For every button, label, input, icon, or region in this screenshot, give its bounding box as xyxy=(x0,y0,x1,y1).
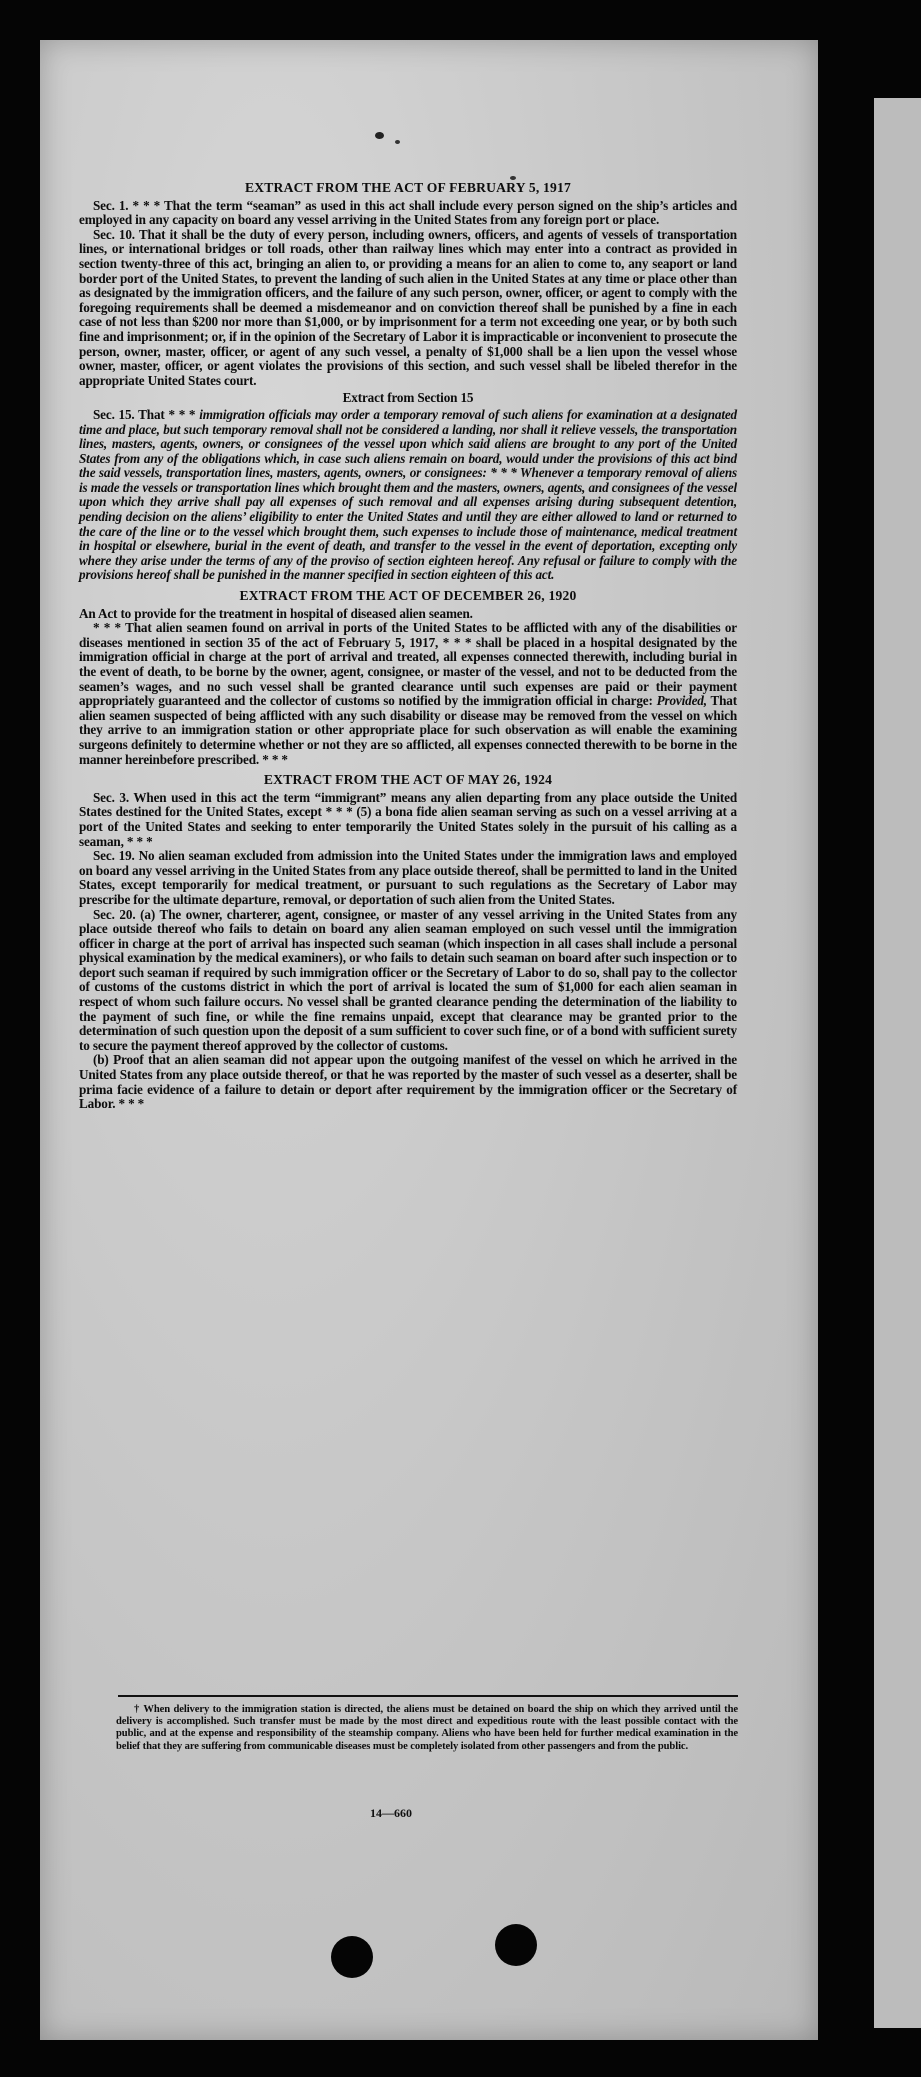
form-number: 14—660 xyxy=(370,1806,412,1820)
section-subheading: Extract from Section 15 xyxy=(342,390,474,406)
paragraph xyxy=(79,408,737,583)
paragraph: Sec. 19. No alien seaman excluded from admission into the United States under the immigration laws and employed on board any vessel arriving in the United States from any place outside thereof, shall be permitted to land in the United States, except temporarily for medical treatment, or pursuant to such regulations as the Secretary of Labor may prescribe for the ultimate departure, removal, or deportation of such alien from the United States. xyxy=(79,848,737,907)
paragraph-text: That alien seamen suspected of being afflicted with any such disability or disease may be removed from the vessel on which they arrive to an immigration station or other appropriate place for such observation as will enable the examining surgeons definitely to determine whether or not they are so afflicted, all expenses connected therewith to be borne in the manner hereinbefore prescribed. * * * xyxy=(79,693,737,767)
paragraph-lead: Sec. 15. That * * * xyxy=(93,406,200,422)
adjacent-page-edge xyxy=(874,98,921,2028)
paragraph xyxy=(79,621,737,767)
paragraph: Sec. 10. That it shall be the duty of every person, including owners, officers, and agents of vessels of transportation lines, or international bridges or toll roads, other than railway lines which may enter into a contract as provided in section twenty-three of this act, bringing an alien to, or providing a means for an alien to come to, any seaport or land border port of the United States, to prevent the landing of such alien in the United States at any time or place other than as designated by the immigration officers, and the failure of any such person, owner, officer, or agent to comply with the foregoing requirements shall be deemed a misdemeanor and on conviction thereof shall be punished by a fine in each case of not less than $200 nor more than $1,000, or by imprisonment for a term not exceeding one year, or by both such fine and imprisonment; or, if in the opinion of the Secretary of Labor it is impracticable or inconvenient to prosecute the person, owner, master, officer, or agent of any such vessel, a penalty of $1,000 shall be a lien upon the vessel whose owner, master, officer, or agent violates the provisions of this section, and such vessel shall be libeled therefor in the appropriate United States court. xyxy=(79,226,737,388)
paragraph: (b) Proof that an alien seaman did not appear upon the outgoing manifest of the vessel on which he arrived in the United States from any place outside thereof, or that he was reported by the master of such vessel as a deserter, shall be prima facie evidence of a failure to detain or deport after requirement by the immigration officer or the Secretary of Labor. * * * xyxy=(79,1052,737,1112)
paragraph: Sec. 3. When used in this act the term “immigrant” means any alien departing from any place outside the United States destined for the United States, except * * * (5) a bona fide alien seaman serving as such on a vessel arriving at a port of the United States and seeking to enter temporarily the United States solely in the pursuit of his calling as a seaman, * * * xyxy=(79,789,737,849)
paragraph: Sec. 20. (a) The owner, charterer, agent, consignee, or master of any vessel arriving in the United States from any place outside thereof who fails to detain on board any alien seaman employed on such vessel until the immigration officer in charge at the port of arrival has inspected such seaman (which inspection in all cases shall include a personal physical examination by the medical examiners), or who fails to detain such seaman on board after such inspection or to deport such seaman if required by such immigration officer or the Secretary of Labor to do so, shall pay to the collector of customs of the customs district in which the port of arrival is located the sum of $1,000 for each alien seaman in respect of whom such failure occurs. No vessel shall be granted clearance pending the determination of the liability to the payment of such fine, or while the fine remains unpaid, except that clearance may be granted prior to the determination of such question upon the deposit of a sum sufficient to cover such fine, or of a bond with sufficient surety to secure the payment thereof approved by the collector of customs. xyxy=(79,906,737,1053)
paragraph-italic: immigration officials may order a temporary removal of such aliens for examination at a designated time and place, but such temporary removal shall not be considered a landing, nor shall it relieve vessels, the transportation lines, masters, agents, owners, or consignees of the vessel upon which said aliens are brought to any port of the United States from any of the obligations which, in case such aliens remain on board, would under the provisions of this act bind the said vessels, transportation lines, masters, agents, owners, or consignees: * * * Whenever a temporary removal of aliens is made the vessels or transportation lines which brought them and the masters, owners, agents, and consignees of the vessel upon which they arrive shall pay all expenses of such removal and all expenses arising during subsequent detention, pending decision on the aliens’ eligibility to enter the United States and until they are either allowed to land or returned to the care of the line or to the vessel which brought them, such expenses to include those of maintenance, medical treatment in hospital or elsewhere, burial in the event of death, and transfer to the vessel in the event of deportation, excepting only where they arise under the terms of any of the proviso of section eighteen hereof. Any refusal or failure to comply with the provisions hereof shall be punished in the manner specified in section eighteen of this act. xyxy=(79,406,737,583)
punch-hole xyxy=(331,1936,373,1978)
section-heading: EXTRACT FROM THE ACT OF FEBRUARY 5, 1917 xyxy=(245,180,571,195)
provided-word: Provided, xyxy=(656,693,707,709)
section-heading: EXTRACT FROM THE ACT OF DECEMBER 26, 1920 xyxy=(239,588,577,604)
paragraph: An Act to provide for the treatment in hospital of diseased alien seamen. xyxy=(79,605,473,621)
ink-smudge xyxy=(395,140,400,144)
paragraph-text: * * * That alien seamen found on arrival in ports of the United States to be afflicted with any of the disabilities or diseases mentioned in section 35 of the act of February 5, 1917, * * * shall be placed in a hospital designated by the immigration official in charge at the port of arrival and treated, all expenses connected therewith, including burial in the event of death, to be borne by the owner, agent, consignee, or master of the vessel, and not to be deducted from the seamen’s wages, and no such vessel shall be granted clearance until such expenses are paid or their payment appropriately guaranteed and the collector of customs so notified by the immigration official in charge: xyxy=(79,620,737,709)
section-heading: EXTRACT FROM THE ACT OF MAY 26, 1924 xyxy=(263,772,553,788)
punch-hole xyxy=(495,1924,537,1966)
paragraph: Sec. 1. * * * That the term “seaman” as used in this act shall include every person signed on the ship’s articles and employed in any capacity on board any vessel arriving in the United States from any foreign port or place. xyxy=(79,197,737,228)
footnote-text: † When delivery to the immigration station is directed, the aliens must be detained on board the ship on which they arrived until the delivery is accomplished. Such transfer must be made by the most direct and expeditious route with the least possible contact with the public, and at the expense and responsibility of the steamship company. Aliens who have been held for further medical examination in the belief that they are suffering from communicable diseases must be completely isolated from other passengers and from the public. xyxy=(116,1704,738,1752)
footnote xyxy=(116,1704,738,1753)
document-body xyxy=(79,181,737,1112)
ink-smudge xyxy=(375,132,384,139)
footnote-divider xyxy=(118,1695,738,1697)
